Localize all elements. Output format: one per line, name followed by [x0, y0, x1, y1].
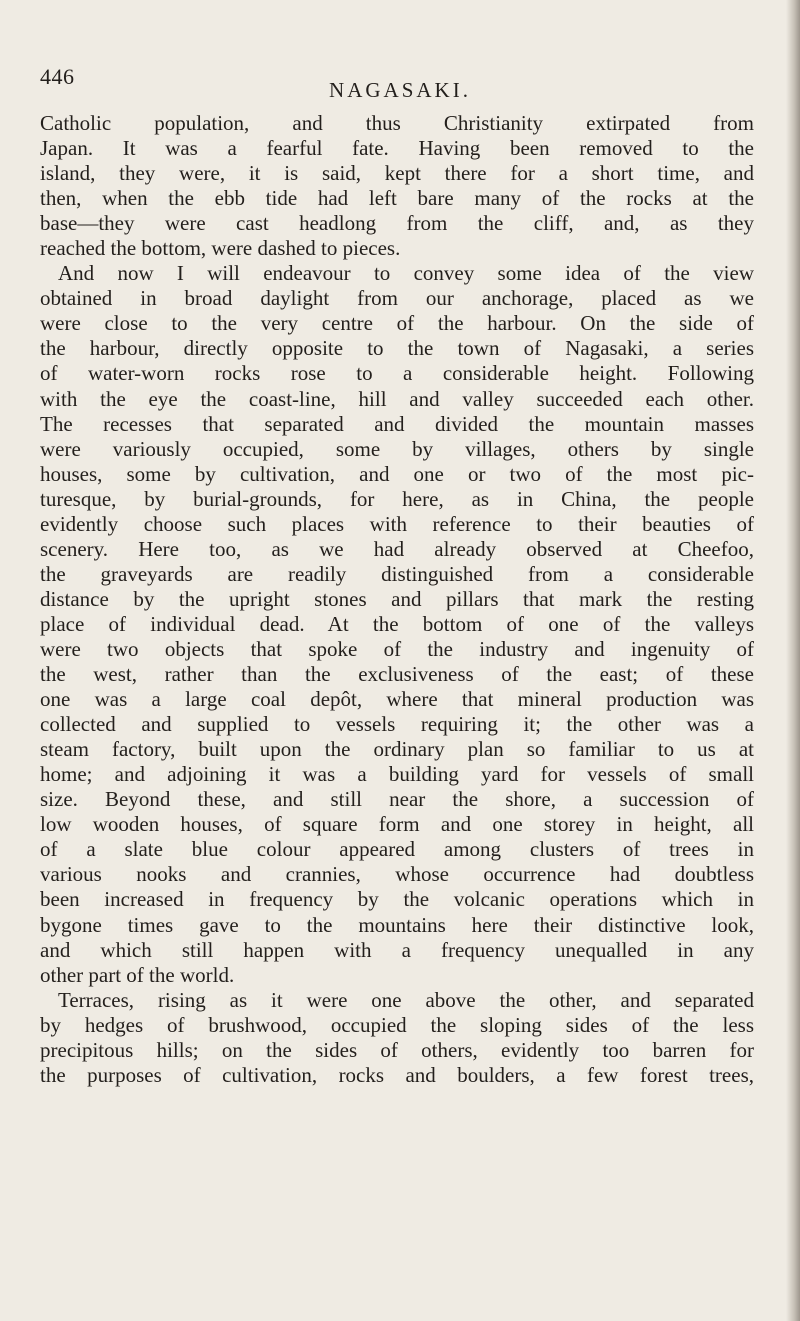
text-line: reached the bottom, were dashed to pieces. [40, 236, 401, 261]
page-number: 446 [40, 64, 75, 89]
text-line: base—they were cast headlong from the cliff, and, as they [40, 211, 754, 236]
text-line: scenery. Here too, as we had already observed at Cheefoo, [40, 536, 754, 561]
text-line: The recesses that separated and divided the mountain masses [40, 411, 754, 436]
text-line: precipitous hills; on the sides of others, evidently too barren for [40, 1037, 754, 1062]
text-line: Japan. It was a fearful fate. Having been removed to the [40, 136, 754, 161]
text-line: place of individual dead. At the bottom of one of the valleys [40, 611, 754, 636]
text-line: bygone times gave to the mountains here their distinctive look, [40, 912, 754, 937]
text-line: steam factory, built upon the ordinary plan so familiar to us at [40, 737, 754, 762]
text-line: with the eye the coast-line, hill and valley succeeded each other. [40, 386, 754, 411]
text-line: one was a large coal depôt, where that mineral production was [40, 687, 754, 712]
text-line: houses, some by cultivation, and one or two of the most pic- [40, 461, 754, 486]
page-header [0, 64, 800, 104]
text-line: been increased in frequency by the volcanic operations which in [40, 887, 754, 912]
text-line: by hedges of brushwood, occupied the sloping sides of the less [40, 1012, 754, 1037]
text-line: various nooks and crannies, whose occurrence had doubtless [40, 862, 754, 887]
text-line: were close to the very centre of the harbour. On the side of [40, 311, 754, 336]
text-line: home; and adjoining it was a building yard for vessels of small [40, 762, 754, 787]
text-line: of a slate blue colour appeared among clusters of trees in [40, 837, 754, 862]
text-line: obtained in broad daylight from our anchorage, placed as we [40, 286, 754, 311]
text-line: collected and supplied to vessels requiring it; the other was a [40, 712, 754, 737]
running-title: NAGASAKI. [329, 78, 471, 102]
text-line: the west, rather than the exclusiveness of the east; of these [40, 662, 754, 687]
text-line: island, they were, it is said, kept there for a short time, and [40, 161, 754, 186]
text-line: And now I will endeavour to convey some idea of the view [58, 261, 754, 286]
body-text [40, 111, 754, 1088]
text-line: were variously occupied, some by villages, others by single [40, 436, 754, 461]
text-line: then, when the ebb tide had left bare many of the rocks at the [40, 186, 754, 211]
text-line: the graveyards are readily distinguished from a considerable [40, 561, 754, 586]
text-line: other part of the world. [40, 962, 235, 987]
text-line: distance by the upright stones and pillars that mark the resting [40, 586, 754, 611]
text-line: Terraces, rising as it were one above the other, and separated [58, 987, 754, 1012]
text-line: and which still happen with a frequency unequalled in any [40, 937, 754, 962]
text-line: the purposes of cultivation, rocks and boulders, a few forest trees, [40, 1062, 754, 1087]
text-line: of water-worn rocks rose to a considerable height. Following [40, 361, 754, 386]
text-line: size. Beyond these, and still near the shore, a succession of [40, 787, 754, 812]
text-line: were two objects that spoke of the industry and ingenuity of [40, 636, 754, 661]
text-line: Catholic population, and thus Christianity extirpated from [40, 111, 754, 135]
text-line: evidently choose such places with reference to their beauties of [40, 511, 754, 536]
text-line: the harbour, directly opposite to the town of Nagasaki, a series [40, 336, 754, 361]
text-line: low wooden houses, of square form and one storey in height, all [40, 812, 754, 837]
page-edge-shadow [786, 0, 800, 1321]
text-line: turesque, by burial-grounds, for here, as in China, the people [40, 486, 754, 511]
